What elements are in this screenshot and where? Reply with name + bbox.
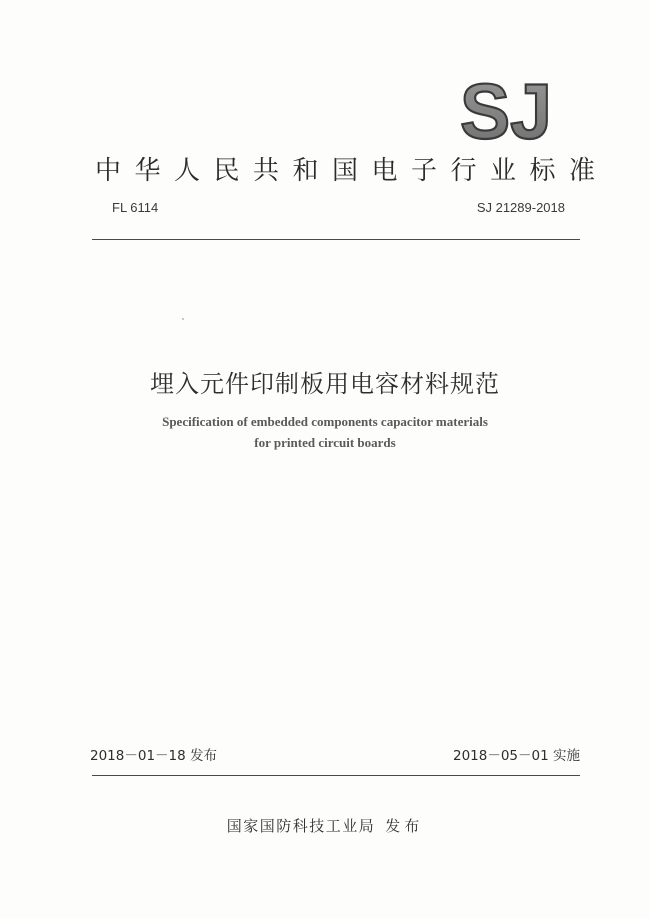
footer-divider [92, 775, 580, 776]
publish-suffix: 发布 [385, 817, 424, 835]
header-divider [92, 239, 580, 240]
publisher-line [0, 815, 650, 836]
document-title-chinese: 埋入元件印制板用电容材料规范 [150, 370, 500, 398]
document-title-english-line-1: Specification of embedded components capacitor materials [162, 414, 488, 429]
implementation-date: 2018－05－01 实施 [452, 748, 580, 764]
publisher-name: 国家国防科技工业局 [226, 817, 376, 835]
sj-logo-lettering: SJ [460, 76, 552, 144]
standard-category-title: 中华人民共和国电子行业标准 [95, 156, 609, 186]
issue-date: 2018－01－18 发布 [90, 748, 218, 764]
standard-number: SJ 21289-2018 [476, 200, 565, 215]
scan-speck [182, 318, 184, 320]
sj-logo [458, 76, 554, 144]
document-title-english-line-2: for printed circuit boards [254, 435, 396, 450]
classification-code: FL 6114 [112, 200, 159, 215]
